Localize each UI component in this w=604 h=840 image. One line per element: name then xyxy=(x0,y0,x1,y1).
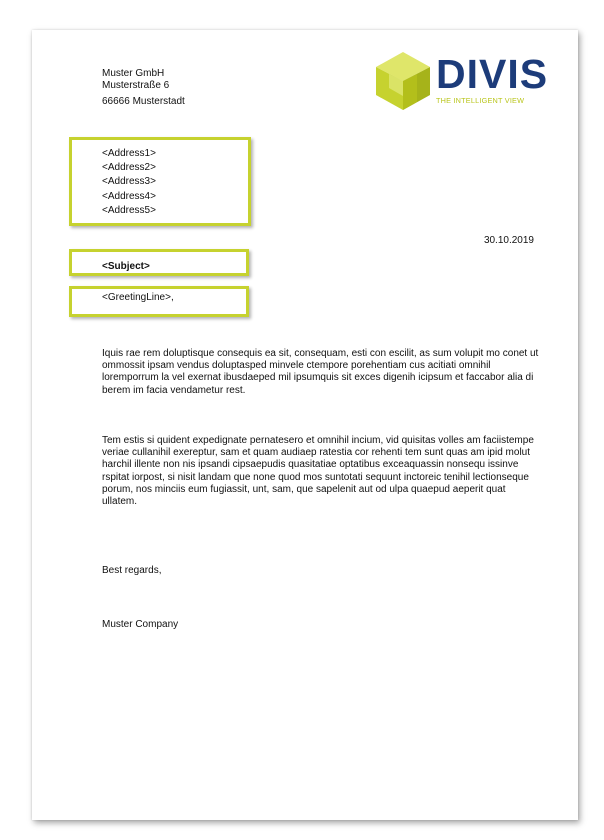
logo-wordmark: DIVIS xyxy=(436,51,549,97)
address-line: <Address1> xyxy=(102,148,156,159)
recipient-address-frame xyxy=(69,137,251,226)
logo-tagline: THE INTELLIGENT VIEW xyxy=(436,96,525,105)
address-line: <Address4> xyxy=(102,190,156,202)
letter-date: 30.10.2019 xyxy=(483,235,534,246)
body-paragraph: Iquis rae rem doluptisque consequis ea sit, consequam, esti con escilit, as sum volupit mo conet ut ommossit ipsam vendus doluptasped minvele ctempore porehentiam cus acitiati omnihil loremporrum la vel exernat ibusdaeped mil ipsumquis sit exces digenih icipsum et faccabor alia di berem im facia vendametur rest. xyxy=(102,348,539,396)
company-logo xyxy=(372,50,549,112)
letter-page xyxy=(32,30,578,820)
sender-city: 66666 Musterstadt xyxy=(102,96,185,107)
address-line: <Address5> xyxy=(102,204,156,216)
subject-line: <Subject> xyxy=(102,261,150,272)
sender-company: Muster GmbH xyxy=(102,68,165,79)
address-line: <Address3> xyxy=(102,176,156,188)
subject-frame xyxy=(69,249,249,276)
closing-line: Best regards, xyxy=(102,565,162,576)
greeting-line: <GreetingLine>, xyxy=(102,292,174,303)
sender-street: Musterstraße 6 xyxy=(102,79,170,91)
sender-address xyxy=(102,68,185,108)
cube-logo-icon xyxy=(372,52,434,110)
recipient-address xyxy=(102,147,156,218)
body-paragraph: Tem estis si quident expedignate pernatesero et omnihil incium, vid quisitas volles am faciistempe veriae cullanihil exereptur, sam et quam audiaep ratestia cor rehenti tem sunt quas am ipid molut harchil illente non nis ipsandi cipsaepudis quasitatiae optatibus exceaquassin nonsequ issinve rspitat iorpost, si nisit landam que none quod mos suntotati sequunt inctoreic tenihil lectionseque porum, nos minciis eum fugiassit, unt, sam, que sapelenit aut od ulpa quaepud aeperit quat ullatem. xyxy=(102,435,534,508)
address-line: <Address2> xyxy=(102,162,156,174)
signature-line: Muster Company xyxy=(102,619,179,630)
